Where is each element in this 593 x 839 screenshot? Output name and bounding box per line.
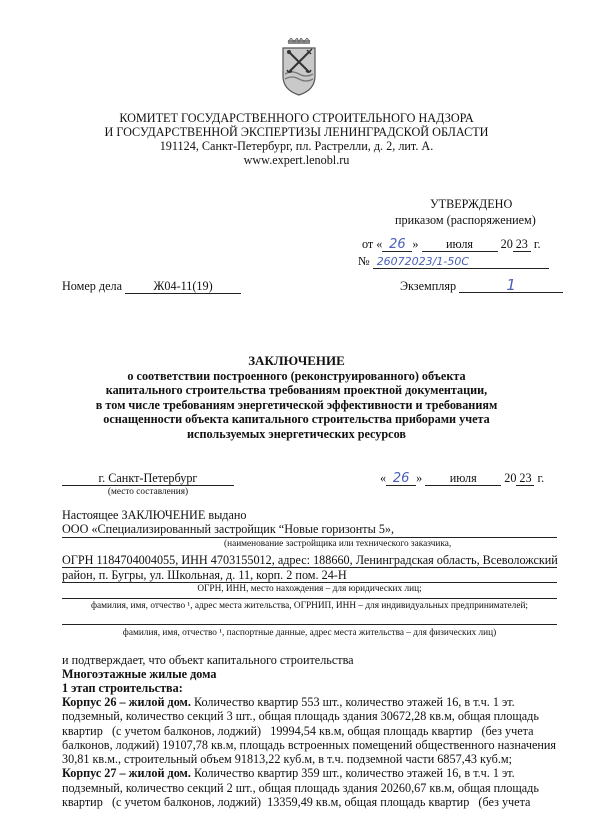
caption-person: фамилия, имя, отчество ¹, паспортные данные, адрес места жительства – для физических лиц): [122, 628, 497, 638]
building-26-description: [62, 695, 557, 809]
copy-number-row: [400, 276, 563, 294]
title-line-3: в том числе требованиям энергетической эффективности и требованиям: [95, 397, 498, 412]
building-27-line2: подземный, количество секций 2 шт., общая площадь здания 20260,67 кв.м, общая площадь: [62, 780, 539, 795]
confirms-text: и подтверждает, что объект капитального строительства: [62, 653, 354, 667]
title-line-4: оснащенности объекта капитального строительства приборами учета: [103, 412, 490, 426]
caption-legal: ОГРН, ИНН, место нахождения – для юридических лиц;: [197, 584, 422, 594]
company-underline: [62, 537, 557, 538]
issue-date: [380, 471, 544, 486]
case-number-row: [62, 279, 241, 294]
details-underline-2: [62, 582, 557, 583]
issued-intro: Настоящее ЗАКЛЮЧЕНИЕ выдано: [62, 508, 247, 522]
approval-close-quote: »: [412, 237, 419, 251]
coat-of-arms-emblem: [279, 38, 319, 96]
company-caption: (наименование застройщика или технического заказчика,: [224, 539, 452, 549]
building-26-line2: подземный, количество секций 3 шт., общая площадь здания 30672,28 кв.м, общая площадь: [62, 709, 539, 724]
title-main: ЗАКЛЮЧЕНИЕ: [248, 353, 345, 368]
org-name-line1: КОМИТЕТ ГОСУДАРСТВЕННОГО СТРОИТЕЛЬНОГО НАДЗОРА: [119, 111, 474, 125]
approval-month: июля: [422, 238, 498, 252]
issued-details-line1: ОГРН 1184704004055, ИНН 4703155012, адрес: 188660, Ленинградская область, Всеволожский: [62, 553, 558, 567]
building-26-line3: квартир (с учетом балконов, лоджий) 19994,54 кв.м, общая площадь квартир (без учета: [62, 723, 534, 738]
issue-open-quote: «: [380, 471, 387, 485]
approval-number-label: №: [358, 254, 370, 268]
title-line-5: используемых энергетических ресурсов: [187, 426, 406, 441]
building-26-line4: балконов, лоджий) 19107,78 кв.м, площадь встроенных помещений общественного назначения: [62, 737, 557, 752]
person-underline: [62, 624, 557, 625]
organization-header: [0, 111, 593, 167]
title-line-1: о соответствии построенного (реконструированного) объекта: [127, 368, 466, 383]
issue-year-suffix: 23: [516, 472, 534, 486]
approval-date: [362, 237, 541, 252]
building-27-lead: Корпус 27 – жилой дом.: [62, 766, 191, 781]
approval-year-prefix: 20: [500, 237, 513, 251]
building-26-line5: 30,81 кв.м., строительный объем 91813,22 куб.м, в т.ч. подземной части 6857,43 куб.м;: [62, 752, 512, 767]
ip-underline: [62, 598, 557, 599]
approval-day: 26: [382, 238, 412, 252]
building-27-line3: квартир (с учетом балконов, лоджий) 13359,49 кв.м, общая площадь квартир (без учета: [62, 795, 531, 810]
document-title: [0, 354, 593, 441]
org-name-line2: И ГОСУДАРСТВЕННОЙ ЭКСПЕРТИЗЫ ЛЕНИНГРАДСКОЙ ОБЛАСТИ: [104, 125, 489, 139]
copy-number-label: Экземпляр: [400, 279, 457, 293]
case-number-label: Номер дела: [62, 279, 123, 293]
place-of-issue: [62, 471, 234, 497]
place-city: г. Санкт-Петербург: [62, 472, 234, 486]
place-caption: (место составления): [107, 487, 189, 497]
approved-label: УТВЕРЖДЕНО: [430, 197, 513, 211]
approval-number: 26072023/1-50С: [373, 255, 549, 269]
issue-month: июля: [425, 472, 501, 486]
issue-close-quote: »: [416, 471, 423, 485]
issue-year-prefix: 20: [504, 471, 517, 485]
approval-from-label: от «: [362, 237, 383, 251]
issued-company: ООО «Специализированный застройщик “Новые горизонты 5»,: [62, 522, 395, 536]
building-26-lead: Корпус 26 – жилой дом.: [62, 695, 191, 709]
org-website: www.expert.lenobl.ru: [243, 153, 350, 167]
title-line-2: капитального строительства требованиям проектной документации,: [105, 383, 488, 397]
building-27-line1: Количество квартир 359 шт., количество этажей 16, в т.ч. 1 эт.: [190, 766, 515, 781]
org-address: 191124, Санкт-Петербург, пл. Растрелли, д. 2, лит. А.: [159, 139, 434, 153]
approval-number-row: [358, 254, 549, 269]
object-name: Многоэтажные жилые дома: [62, 667, 217, 681]
copy-number: 1: [459, 279, 563, 293]
issued-details-line2: район, п. Бугры, ул. Школьная, д. 11, корп. 2 пом. 24-Н: [62, 568, 347, 582]
case-number: Ж04-11(19): [125, 280, 241, 294]
issue-year-label: г.: [537, 471, 545, 485]
approved-by-order: приказом (распоряжением): [395, 213, 536, 227]
approval-year-suffix: 23: [513, 238, 531, 252]
stage-heading: 1 этап строительства:: [62, 681, 183, 695]
caption-ip: фамилия, имя, отчество ¹, адрес места жительства, ОГРНИП, ИНН – для индивидуальных предпринимателей;: [90, 601, 529, 611]
approval-year-label: г.: [533, 237, 541, 251]
building-26-line1: Количество квартир 553 шт., количество этажей 16, в т.ч. 1 эт.: [190, 695, 515, 709]
issue-day: 26: [386, 472, 416, 486]
